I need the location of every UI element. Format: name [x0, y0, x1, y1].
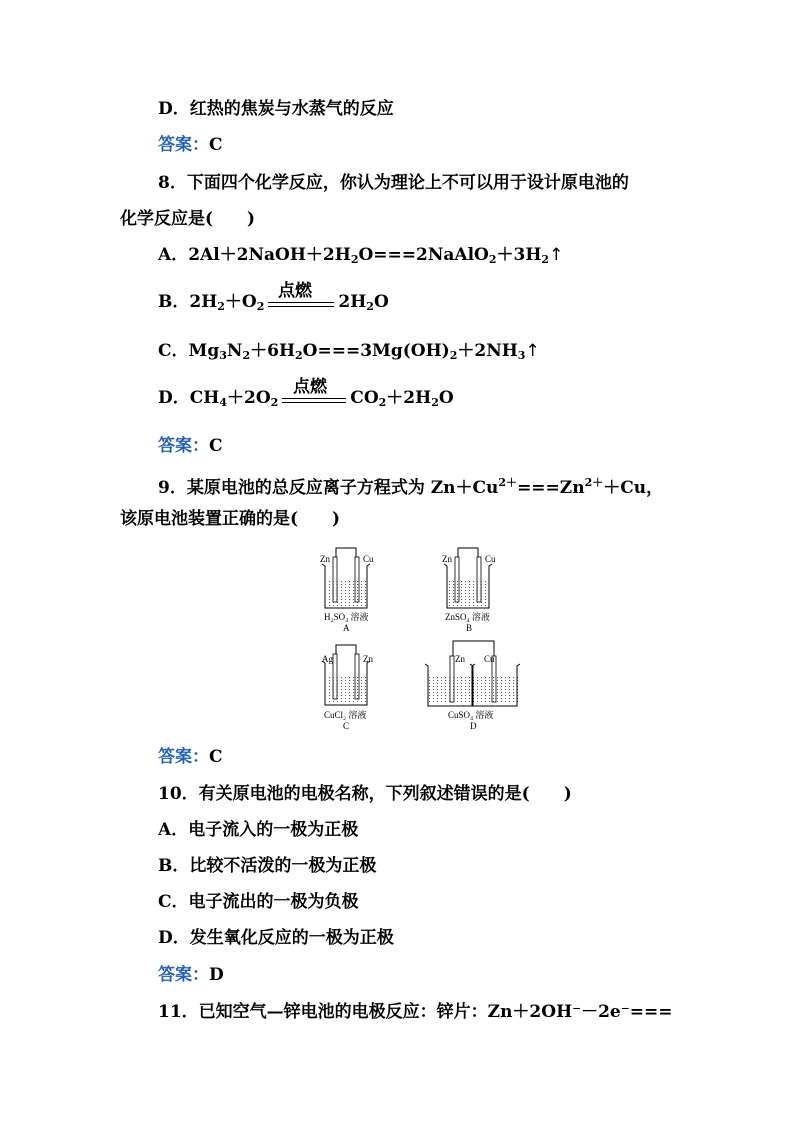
svg-text:Zn: Zn [320, 554, 330, 564]
q10-option-d: D．发生氧化反应的一极为正极 [158, 928, 394, 948]
svg-text:Cu: Cu [363, 554, 374, 564]
q10-option-c: C．电子流出的一极为负极 [158, 892, 359, 912]
equals-sign [282, 398, 346, 403]
svg-text:Zn: Zn [442, 554, 452, 564]
q10-option-a: A．电子流入的一极为正极 [158, 820, 359, 840]
svg-text:B: B [466, 623, 473, 633]
svg-text:Cu: Cu [485, 554, 496, 564]
svg-text:Cu: Cu [484, 654, 495, 664]
svg-text:Zn: Zn [363, 654, 373, 664]
q9-stem-line1: 9．某原电池的总反应离子方程式为 $Zn+Cu^{2+}===Zn^{2+}+Cu$， [158, 476, 664, 498]
q11-stem: 11．已知空气—锌电池的电极反应：锌片：Zn＋2OH⁻－2e⁻=== [158, 1002, 673, 1022]
q8-stem-line1: 8．下面四个化学反应，你认为理论上不可以用于设计原电池的 [158, 173, 629, 193]
svg-text:CuSO₄ 溶液: CuSO₄ 溶液 [448, 710, 494, 720]
q7-answer: 答案：C [158, 135, 223, 155]
q8-option-a: A．$2Al+2NaOH+2H_2O===2NaAlO_2+3H_2↑$ [158, 245, 564, 266]
q7-option-d: D．红热的焦炭与水蒸气的反应 [158, 99, 394, 119]
cell-d [425, 641, 520, 731]
q8-option-b-condition: 点燃 [278, 281, 312, 301]
svg-text:H₂SO₄ 溶液: H₂SO₄ 溶液 [324, 612, 369, 622]
cell-b [442, 548, 496, 633]
q8-option-c: C．$Mg_3N_2+6H_2O===3Mg(OH)_2+2NH_3↑$ [158, 341, 540, 362]
q8-option-b: B．$2H_2+O_2$ $2H_2O$ [158, 292, 389, 313]
svg-text:CuCl₂ 溶液: CuCl₂ 溶液 [324, 710, 367, 720]
q9-stem-line2: 该原电池装置正确的是( ) [120, 509, 341, 529]
svg-text:D: D [470, 721, 477, 731]
q9-galvanic-cell-figure [300, 538, 540, 738]
svg-text:ZnSO₄ 溶液: ZnSO₄ 溶液 [445, 612, 490, 622]
svg-text:C: C [343, 721, 350, 731]
q10-stem: 10．有关原电池的电极名称，下列叙述错误的是( ) [158, 784, 572, 804]
svg-text:A: A [343, 623, 350, 633]
q8-answer: 答案：C [158, 436, 223, 456]
svg-text:Zn: Zn [455, 654, 465, 664]
q10-answer: 答案：D [158, 965, 224, 985]
cell-a [320, 548, 374, 633]
q9-answer: 答案：C [158, 747, 223, 767]
q10-option-b: B．比较不活泼的一极为正极 [158, 856, 377, 876]
q8-option-d-condition: 点燃 [293, 377, 327, 397]
equals-sign [268, 302, 334, 307]
cell-c [322, 645, 373, 731]
q8-option-d: D．$CH_4+2O_2$ $CO_2+2H_2O$ [158, 388, 454, 409]
svg-text:Ag: Ag [322, 654, 333, 664]
q8-stem-line2: 化学反应是( ) [120, 209, 256, 229]
